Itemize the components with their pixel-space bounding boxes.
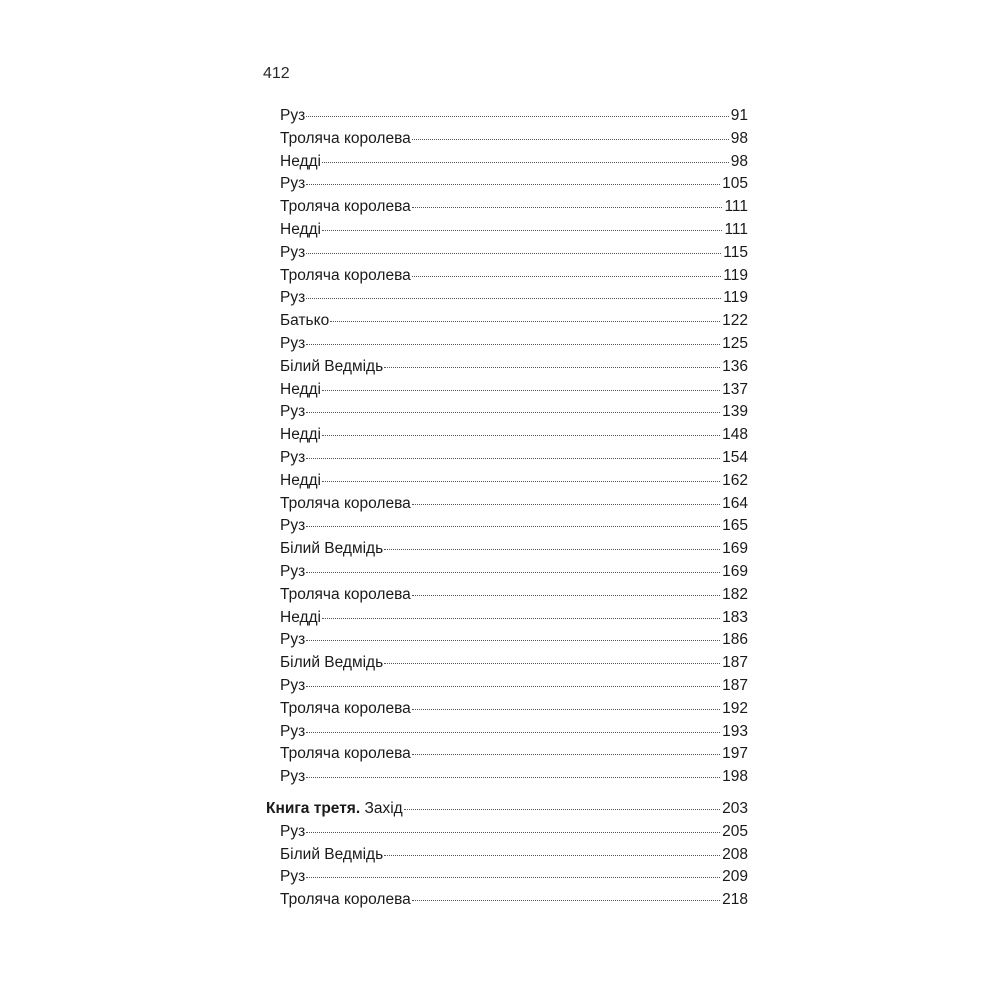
page-number: 412 <box>263 65 290 82</box>
dot-leader <box>306 298 721 299</box>
toc-entry-title: Білий Ведмідь <box>280 654 384 672</box>
toc-entry <box>266 584 748 607</box>
dot-leader <box>306 686 720 687</box>
toc-entry-page-number: 136 <box>722 357 748 375</box>
toc-entry <box>266 538 748 561</box>
toc-entry <box>266 607 748 630</box>
toc-entry-page-number: 139 <box>722 403 748 421</box>
toc-entry <box>266 515 748 538</box>
table-of-contents <box>266 105 748 912</box>
dot-leader <box>384 855 720 856</box>
toc-entry <box>266 242 748 265</box>
toc-entry-title: Руз <box>280 768 306 786</box>
toc-entry-page-number: 197 <box>722 745 748 763</box>
dot-leader <box>306 877 720 878</box>
toc-entry-page-number: 148 <box>722 426 748 444</box>
toc-entry-title: Троляча королева <box>280 745 411 763</box>
dot-leader <box>306 777 720 778</box>
section-title-text: Захід <box>364 799 403 817</box>
toc-entry-page-number: 218 <box>722 891 748 909</box>
toc-entry-page-number: 183 <box>722 608 748 626</box>
toc-entry-title: Руз <box>280 289 306 307</box>
toc-entry-page-number: 187 <box>722 654 748 672</box>
toc-entry-page-number: 119 <box>723 266 748 284</box>
toc-entry <box>266 265 748 288</box>
toc-entry <box>266 310 748 333</box>
toc-entry-title: Недді <box>280 380 322 398</box>
toc-entry-title: Троляча королева <box>280 494 411 512</box>
section-title-bold: Книга третя. <box>266 799 361 817</box>
toc-entry-title: Недді <box>280 220 322 238</box>
toc-entry-page-number: 111 <box>724 198 748 216</box>
toc-entry <box>266 333 748 356</box>
toc-entry <box>266 105 748 128</box>
toc-entry-page-number: 193 <box>722 722 748 740</box>
dot-leader <box>306 732 720 733</box>
dot-leader <box>404 809 720 810</box>
toc-entry-title: Троляча королева <box>280 198 411 216</box>
toc-entry <box>266 219 748 242</box>
toc-entry-title: Троляча королева <box>280 129 411 147</box>
toc-entry <box>266 196 748 219</box>
dot-leader <box>412 504 720 505</box>
toc-entry-title: Руз <box>280 334 306 352</box>
toc-entry-page-number: 198 <box>722 768 748 786</box>
dot-leader <box>322 435 720 436</box>
toc-entry-page-number: 186 <box>722 631 748 649</box>
toc-section-entries-group <box>266 821 748 912</box>
toc-entry-page-number: 115 <box>723 243 748 261</box>
toc-entry-title: Руз <box>280 107 306 124</box>
dot-leader <box>322 481 720 482</box>
toc-entry <box>266 128 748 151</box>
dot-leader <box>384 367 720 368</box>
toc-entry <box>266 379 748 402</box>
toc-entry <box>266 424 748 447</box>
toc-entry <box>266 844 748 867</box>
dot-leader <box>412 595 720 596</box>
toc-entry <box>266 821 748 844</box>
toc-entry-title: Троляча королева <box>280 585 411 603</box>
toc-entry-page-number: 169 <box>722 540 748 558</box>
toc-entry <box>266 470 748 493</box>
dot-leader <box>322 230 722 231</box>
toc-entry-title: Руз <box>280 403 306 421</box>
dot-leader <box>412 276 722 277</box>
dot-leader <box>306 640 720 641</box>
section-title <box>266 798 403 821</box>
toc-entry <box>266 698 748 721</box>
toc-entry <box>266 151 748 174</box>
toc-entry-page-number: 119 <box>723 289 748 307</box>
toc-entry <box>266 675 748 698</box>
toc-entry-page-number: 192 <box>722 699 748 717</box>
toc-entry-page-number: 154 <box>722 448 748 466</box>
dot-leader <box>322 390 720 391</box>
toc-entry-title: Руз <box>280 175 306 193</box>
toc-entry <box>266 652 748 675</box>
toc-entry-title: Недді <box>280 152 322 170</box>
toc-entry-title: Руз <box>280 517 306 535</box>
toc-entry-page-number: 91 <box>730 107 748 124</box>
toc-entry-page-number: 182 <box>722 585 748 603</box>
toc-entry-title: Руз <box>280 868 306 886</box>
toc-entry <box>266 173 748 196</box>
toc-entry-page-number: 169 <box>722 562 748 580</box>
toc-entry-page-number: 125 <box>722 334 748 352</box>
toc-entry <box>266 766 748 789</box>
toc-entry-page-number: 164 <box>722 494 748 512</box>
toc-entry <box>266 561 748 584</box>
toc-entry <box>266 889 748 912</box>
toc-entry-title: Білий Ведмідь <box>280 540 384 558</box>
toc-entry <box>266 401 748 424</box>
toc-entries-group <box>266 105 748 789</box>
toc-entry-title: Руз <box>280 448 306 466</box>
toc-entry-title: Руз <box>280 676 306 694</box>
toc-entry <box>266 356 748 379</box>
toc-entry-title: Руз <box>280 822 306 840</box>
dot-leader <box>306 572 720 573</box>
toc-entry <box>266 629 748 652</box>
section-page-number: 203 <box>722 799 748 817</box>
toc-entry <box>266 721 748 744</box>
dot-leader <box>306 526 720 527</box>
toc-entry <box>266 287 748 310</box>
toc-entry <box>266 743 748 766</box>
toc-entry-page-number: 137 <box>722 380 748 398</box>
toc-entry-page-number: 105 <box>722 175 748 193</box>
dot-leader <box>306 184 720 185</box>
dot-leader <box>306 344 720 345</box>
toc-entry-page-number: 111 <box>724 220 748 238</box>
toc-entry-page-number: 165 <box>722 517 748 535</box>
dot-leader <box>412 139 729 140</box>
toc-section-heading <box>266 798 748 821</box>
dot-leader <box>306 832 720 833</box>
toc-entry-title: Троляча королева <box>280 266 411 284</box>
dot-leader <box>384 663 720 664</box>
toc-entry-page-number: 205 <box>722 822 748 840</box>
toc-entry-page-number: 162 <box>722 471 748 489</box>
toc-entry-title: Батько <box>280 312 330 330</box>
dot-leader <box>306 116 729 117</box>
toc-entry-page-number: 98 <box>730 129 748 147</box>
dot-leader <box>330 321 720 322</box>
toc-entry-page-number: 187 <box>722 676 748 694</box>
dot-leader <box>384 549 720 550</box>
toc-entry <box>266 866 748 889</box>
toc-entry-title: Недді <box>280 426 322 444</box>
dot-leader <box>306 458 720 459</box>
dot-leader <box>412 754 720 755</box>
dot-leader <box>306 412 720 413</box>
toc-entry-title: Білий Ведмідь <box>280 357 384 375</box>
toc-entry <box>266 447 748 470</box>
toc-entry-title: Білий Ведмідь <box>280 845 384 863</box>
toc-entry-title: Руз <box>280 722 306 740</box>
dot-leader <box>306 253 721 254</box>
dot-leader <box>412 900 720 901</box>
toc-entry-title: Троляча королева <box>280 891 411 909</box>
toc-entry-title: Руз <box>280 243 306 261</box>
dot-leader <box>322 162 729 163</box>
toc-entry-title: Руз <box>280 631 306 649</box>
toc-entry-title: Руз <box>280 562 306 580</box>
dot-leader <box>412 207 723 208</box>
toc-entry-page-number: 208 <box>722 845 748 863</box>
toc-entry-page-number: 122 <box>722 312 748 330</box>
dot-leader <box>322 618 720 619</box>
toc-entry-title: Недді <box>280 471 322 489</box>
toc-entry <box>266 493 748 516</box>
dot-leader <box>412 709 720 710</box>
toc-entry-page-number: 209 <box>722 868 748 886</box>
toc-entry-title: Троляча королева <box>280 699 411 717</box>
toc-entry-page-number: 98 <box>730 152 748 170</box>
toc-entry-title: Недді <box>280 608 322 626</box>
